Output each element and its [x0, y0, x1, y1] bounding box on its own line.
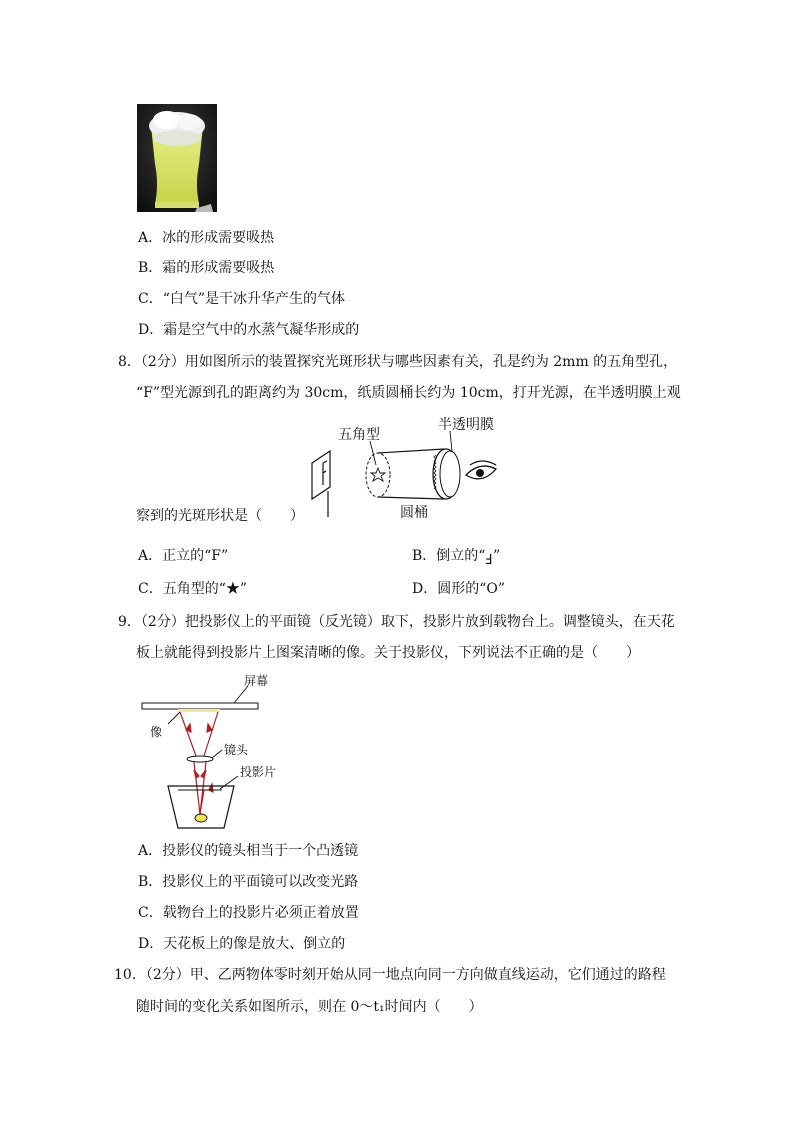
label-pentagram: 五角型 — [338, 427, 380, 443]
q10-stem-line2: 随时间的变化关系如图所示，则在 0～t₁时间内（ ） — [136, 999, 483, 1015]
q9-stem-line2: 板上就能得到投影片上图案清晰的像。关于投影仪，下列说法不正确的是（ ） — [136, 645, 640, 661]
q7-option-b: B．霜的形成需要吸热 — [138, 260, 275, 276]
q8-stem-line2: “F”型光源到孔的距离约为 30cm，纸质圆桶长约为 10cm，打开光源，在半透明膜上观 — [136, 385, 681, 401]
q9-option-d: D．天花板上的像是放大、倒立的 — [138, 936, 346, 952]
dry-ice-glass-photo — [137, 104, 217, 212]
q8-option-b: B．倒立的“F” — [412, 548, 501, 565]
pinhole-apparatus-figure — [300, 413, 510, 521]
q8-stem-line1: 8．（2分）用如图所示的装置探究光斑形状与哪些因素有关，孔是约为 2mm 的五角型孔， — [118, 354, 678, 370]
q10-stem-line1: 10．（2分）甲、乙两物体零时刻开始从同一地点向同一方向做直线运动，它们通过的路程 — [114, 967, 666, 983]
inverted-f-glyph: F — [485, 550, 493, 565]
label-slide: 投影片 — [240, 765, 277, 779]
projector-figure — [138, 672, 278, 832]
q8-option-a: A．正立的“F” — [138, 548, 229, 564]
eye-icon — [466, 461, 496, 479]
q7-option-c: C．“白气”是干冰升华产生的气体 — [138, 291, 346, 307]
q8-option-c: C．五角型的“★” — [138, 581, 248, 597]
q8-stem-line3: 察到的光斑形状是（ ） — [136, 508, 304, 524]
f-light-source — [312, 451, 330, 517]
label-image: 像 — [150, 725, 163, 739]
label-tube: 圆桶 — [400, 505, 428, 521]
q9-option-a: A．投影仪的镜头相当于一个凸透镜 — [138, 843, 359, 859]
q9-stem-line1: 9．（2分）把投影仪上的平面镜（反光镜）取下，投影片放到载物台上。调整镜头，在天花 — [118, 614, 675, 630]
label-screen: 屏幕 — [244, 674, 269, 688]
q9-option-b: B．投影仪上的平面镜可以改变光路 — [138, 874, 359, 890]
label-lens: 镜头 — [224, 743, 249, 757]
q8-option-d: D．圆形的“O” — [412, 581, 506, 597]
q7-option-a: A．冰的形成需要吸热 — [138, 230, 275, 246]
q9-option-c: C．载物台上的投影片必须正着放置 — [138, 905, 359, 921]
q7-option-d: D．霜是空气中的水蒸气凝华形成的 — [138, 322, 360, 338]
label-membrane: 半透明膜 — [438, 417, 494, 433]
